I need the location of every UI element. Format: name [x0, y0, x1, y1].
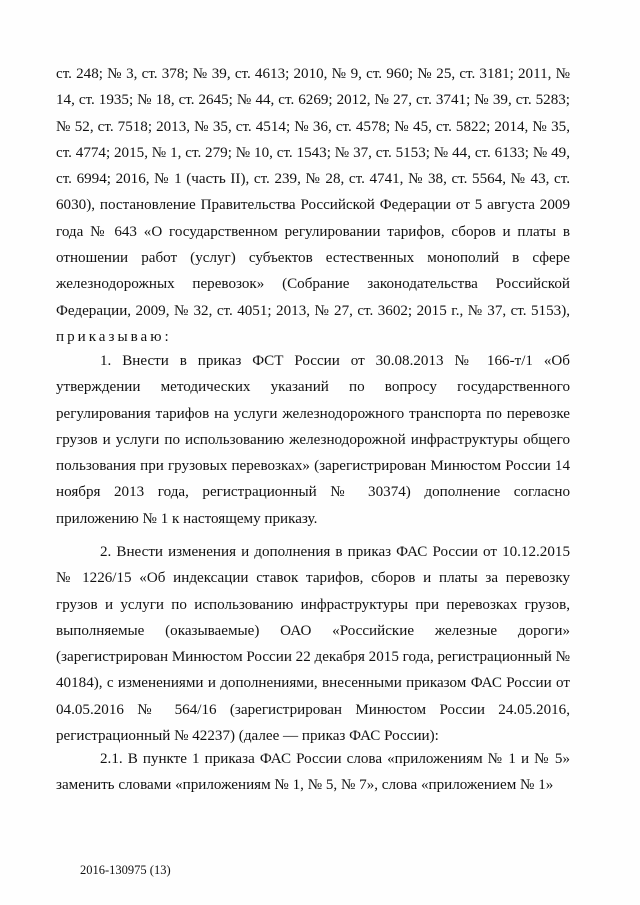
- continuation-paragraph: [56, 61, 570, 350]
- order-word: приказываю:: [56, 328, 172, 345]
- item-1-paragraph: 1. Внести в приказ ФСТ России от 30.08.2013 № 166-т/1 «Об утверждении методических указаний по вопросу государственного регулирования тарифов на услуги железнодорожного транспорта по перевозке грузов и услуги по использованию железнодорожной инфраструктуры общего пользования при грузовых перевозках» (зарегистрирован Минюстом России 14 ноября 2013 года, регистрационный № 30374) дополнение согласно приложению № 1 к настоящему приказу.: [56, 353, 570, 527]
- item-2-1-paragraph: 2.1. В пункте 1 приказа ФАС России слова «приложениям № 1 и № 5» заменить словами «приложениям № 1, № 5, № 7», слова «приложением № 1»: [56, 751, 570, 794]
- item-2-paragraph: 2. Внести изменения и дополнения в приказ ФАС России от 10.12.2015 № 1226/15 «Об индексации ставок тарифов, сборов и платы за перевозку грузов и услуги по использованию инфраструктуры при перевозках грузов, выполняемые (оказываемые) ОАО «Российские железные дороги» (зарегистрирован Минюстом России 22 декабря 2015 года, регистрационный № 40184), с изменениями и дополнениями, внесенными приказом ФАС России от 04.05.2016 № 564/16 (зарегистрирован Минюстом России 24.05.2016, регистрационный № 42237) (далее — приказ ФАС России):: [56, 544, 570, 745]
- footer-doc-number: 2016-130975 (13): [80, 863, 171, 877]
- continuation-text: ст. 248; № 3, ст. 378; № 39, ст. 4613; 2010, № 9, ст. 960; № 25, ст. 3181; 2011, № 14, ст. 1935; № 18, ст. 2645; № 44, ст. 6269; 2012, № 27, ст. 3741; № 39, ст. 5283; № 52, ст. 7518; 2013, № 35, ст. 4514; № 36, ст. 4578; № 45, ст. 5822; 2014, № 35, ст. 4774; 2015, № 1, ст. 279; № 10, ст. 1543; № 37, ст. 5153; № 44, ст. 6133; № 49, ст. 6994; 2016, № 1 (часть II), ст. 239, № 28, ст. 4741, № 38, ст. 5564, № 43, ст. 6030), постановление Правительства Российской Федерации от 5 августа 2009 года № 643 «О государственном регулировании тарифов, сборов и платы в отношении работ (услуг) субъектов естественных монополий в сфере железнодорожных перевозок» (Собрание законодательства Российской Федерации, 2009, № 32, ст. 4051; 2013, № 27, ст. 3602; 2015 г., № 37, ст. 5153),: [56, 66, 570, 319]
